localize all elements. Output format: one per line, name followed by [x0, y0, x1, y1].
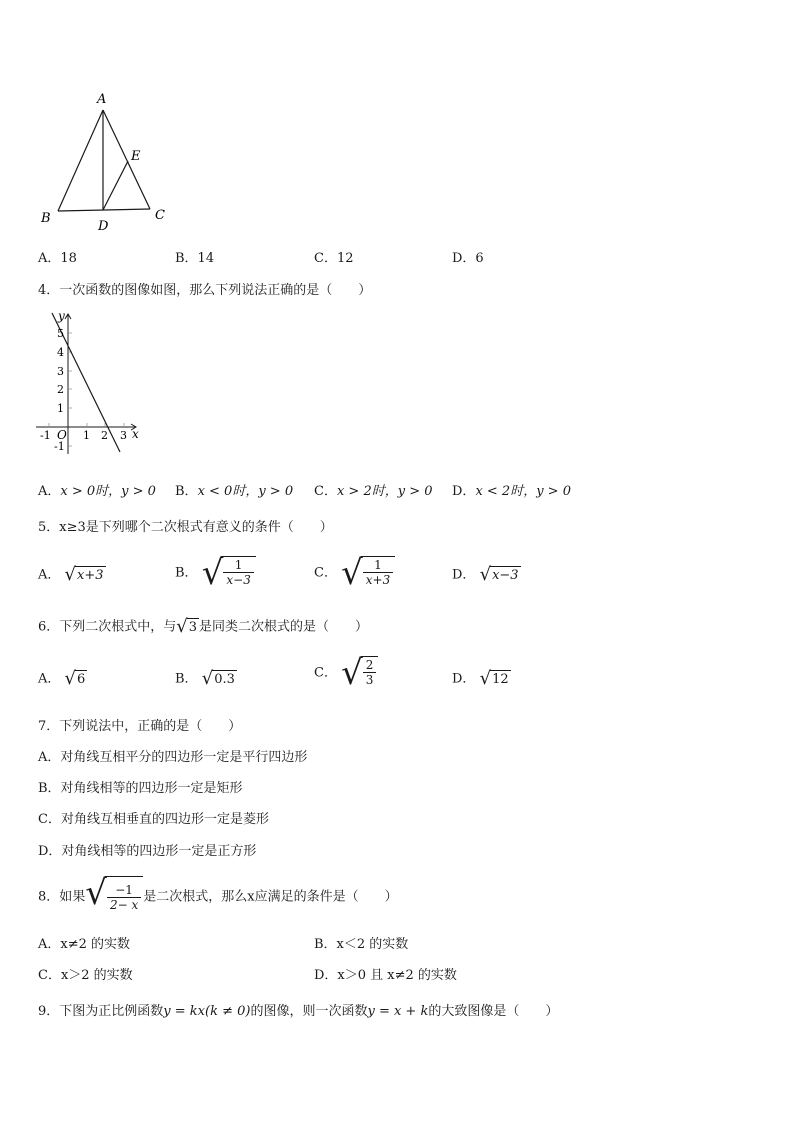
- y-axis-label: y: [58, 309, 65, 323]
- segment-de: [103, 161, 128, 210]
- q6-option-d-radicand: 12: [492, 672, 509, 687]
- segment-ac: [103, 110, 150, 209]
- q3-option-c: C．12: [314, 251, 354, 266]
- q5-option-b-num: 1: [234, 558, 243, 572]
- q5-option-b: [175, 553, 256, 593]
- q5-option-b-den: x−3: [223, 572, 253, 587]
- q5-option-d-label: D．: [452, 567, 476, 583]
- label-e: E: [131, 149, 141, 164]
- q7-stem: 7．下列说法中，正确的是（ ）: [38, 719, 242, 734]
- q6-option-a-sqrt: √ 6: [64, 668, 86, 689]
- q3-option-a: A．18: [38, 251, 77, 266]
- x-tick-2: 2: [101, 429, 108, 442]
- q8-stem-sqrt: √ $\frac{-1}{2- x}$: [85, 876, 143, 918]
- label-d: D: [98, 219, 109, 234]
- q4-option-d-label: D．: [452, 484, 476, 499]
- q6-option-d: [452, 670, 511, 689]
- q6-option-c-num: 2: [365, 658, 374, 672]
- q7-option-d: D．对角线相等的四边形一定是正方形: [38, 844, 257, 859]
- q4-option-b-text: x < 0时，y > 0: [197, 484, 294, 499]
- x-tick-neg1: -1: [40, 429, 51, 442]
- q5-stem: 5．x≥3是下列哪个二次根式有意义的条件（ ）: [38, 520, 333, 535]
- q5-option-a-sqrt: √ x+3: [64, 564, 104, 585]
- x-tick-3: 3: [120, 429, 127, 442]
- q5-option-b-sqrt: √ $\frac{1}{x-3}$: [202, 556, 256, 590]
- x-axis-label: x: [132, 427, 139, 441]
- label-c: C: [155, 208, 165, 223]
- q9-stem: [38, 1003, 558, 1021]
- q7-option-c: C．对角线互相垂直的四边形一定是菱形: [38, 812, 269, 827]
- q5-option-a: [38, 566, 106, 585]
- q6-option-c-sqrt: √ $\frac{2}{3}$: [341, 656, 378, 690]
- q9-stem-post: 的大致图像是（ ）: [428, 1004, 559, 1019]
- q6-option-c-den: 3: [363, 672, 377, 687]
- q6-option-b: [175, 670, 237, 689]
- q5-option-d-sqrt: √ x−3: [479, 564, 519, 585]
- q5-option-c-sqrt: √ $\frac{1}{x+3}$: [341, 556, 395, 590]
- q6-option-b-label: B．: [175, 671, 198, 687]
- q4-option-a-text: x > 0时，y > 0: [60, 484, 156, 499]
- q3-option-d: D．6: [452, 251, 484, 266]
- q8-stem-pre: 8．如果: [38, 889, 86, 905]
- q6-stem-pre: 6．下列二次根式中，与: [38, 619, 177, 635]
- q6-option-c-label: C．: [314, 665, 337, 681]
- q4-option-c-text: x > 2时，y > 0: [336, 484, 433, 499]
- q6-stem-radicand: 3: [188, 620, 198, 635]
- q4-option-b-label: B．: [175, 484, 198, 499]
- q5-option-c-label: C．: [314, 565, 337, 581]
- triangle-figure: [36, 88, 176, 238]
- q6-stem-sqrt: √ 3: [176, 616, 198, 637]
- q5-option-d-radicand: x−3: [492, 568, 519, 583]
- q4-graph: [36, 308, 146, 458]
- y-tick-1: 1: [57, 402, 64, 415]
- q8-option-a: A．x≠2 的实数: [38, 937, 131, 952]
- origin-label: O: [57, 428, 67, 442]
- q5-option-c-num: 1: [374, 558, 382, 572]
- q4-stem: 4．一次函数的图像如图，那么下列说法正确的是（ ）: [38, 283, 372, 298]
- q8-stem-den: 2− x: [107, 897, 141, 912]
- q8-option-d: D．x＞0 且 x≠2 的实数: [314, 968, 457, 983]
- q5-option-c: [314, 553, 395, 593]
- q6-option-a-radicand: 6: [77, 672, 86, 687]
- q6-option-a: [38, 670, 87, 689]
- q9-func1: y = kx(k ≠ 0): [163, 1004, 251, 1019]
- label-b: B: [41, 211, 51, 226]
- q6-option-b-radicand: 0.3: [214, 672, 235, 687]
- q6-option-d-label: D．: [452, 671, 476, 687]
- y-tick-2: 2: [57, 383, 64, 396]
- q6-option-d-sqrt: √ 12: [479, 668, 509, 689]
- q8-stem-post: 是二次根式，那么x应满足的条件是（ ）: [143, 889, 398, 905]
- y-tick-5: 5: [57, 327, 64, 340]
- q6-stem: [38, 618, 368, 637]
- q8-option-c: C．x＞2 的实数: [38, 968, 133, 983]
- q8-option-b: B．x＜2 的实数: [314, 937, 409, 952]
- q4-option-d: [452, 483, 571, 501]
- q8-stem: [38, 873, 398, 918]
- label-a: A: [97, 92, 107, 107]
- q4-option-a-label: A．: [38, 484, 61, 499]
- q6-stem-post: 是同类二次根式的是（ ）: [199, 619, 369, 635]
- q8-stem-num: −1: [115, 883, 133, 897]
- q4-option-c-label: C．: [314, 484, 337, 499]
- y-tick-3: 3: [57, 365, 64, 378]
- q4-option-b: [175, 483, 293, 501]
- q3-option-b: B．14: [175, 251, 215, 266]
- segment-ab: [58, 110, 103, 211]
- q9-stem-mid: 的图像，则一次函数: [250, 1004, 368, 1019]
- q6-option-c: [314, 653, 378, 693]
- q5-option-a-label: A．: [38, 567, 61, 583]
- q5-option-c-den: x+3: [363, 572, 393, 587]
- x-tick-1: 1: [83, 429, 90, 442]
- q5-option-b-label: B．: [175, 565, 198, 581]
- q4-option-c: [314, 483, 433, 501]
- q9-stem-pre: 9．下图为正比例函数: [38, 1004, 164, 1019]
- q6-option-b-sqrt: √ 0.3: [201, 668, 235, 689]
- q4-option-d-text: x < 2时，y > 0: [475, 484, 571, 499]
- q4-option-a: [38, 483, 156, 501]
- q9-func2: y = x + k: [367, 1004, 429, 1019]
- y-tick-4: 4: [57, 346, 64, 359]
- q6-option-a-label: A．: [38, 671, 61, 687]
- q5-option-d: [452, 566, 521, 585]
- q5-option-a-radicand: x+3: [77, 568, 104, 583]
- q7-option-a: A．对角线互相平分的四边形一定是平行四边形: [38, 750, 308, 765]
- q7-option-b: B．对角线相等的四边形一定是矩形: [38, 781, 243, 796]
- y-tick-neg1: -1: [54, 440, 65, 453]
